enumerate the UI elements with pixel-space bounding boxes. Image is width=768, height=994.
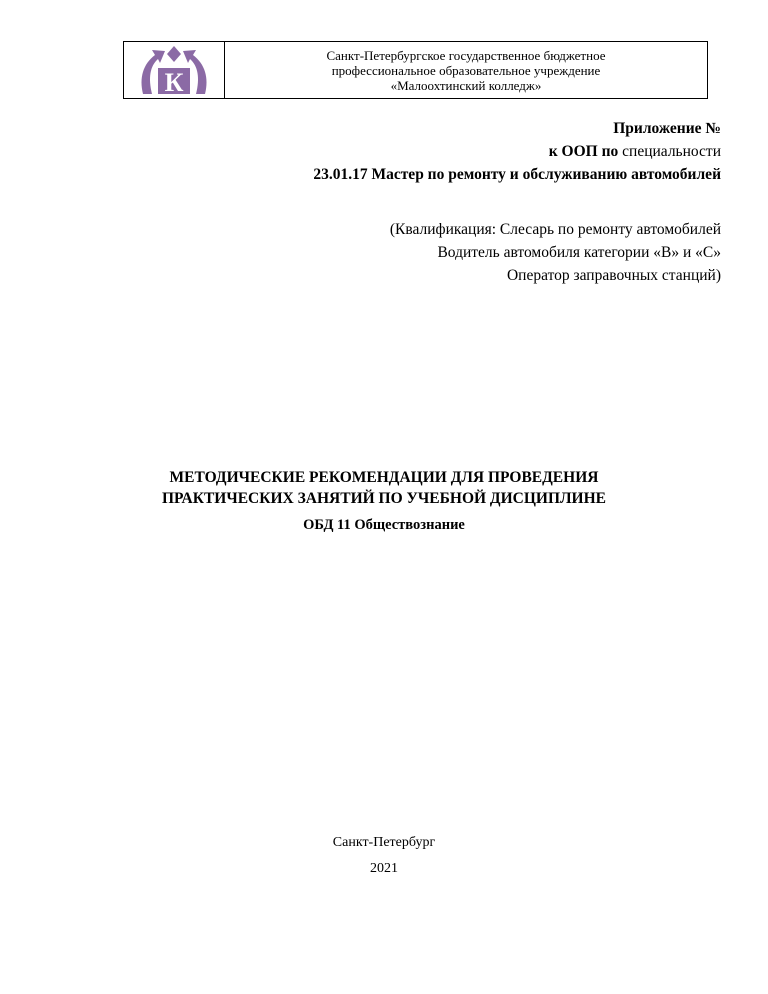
org-line: профессиональное образовательное учреждение — [331, 62, 601, 78]
qualification-line: Оператор заправочных станций) — [506, 267, 721, 284]
header-table — [123, 41, 708, 99]
appendix-program-bold: к ООП по — [548, 143, 619, 160]
subject-title: ОБД 11 Обществознание — [303, 517, 465, 533]
title-line: МЕТОДИЧЕСКИЕ РЕКОМЕНДАЦИИ ДЛЯ ПРОВЕДЕНИЯ — [169, 469, 599, 486]
qualification-block — [390, 218, 721, 287]
document-title — [0, 467, 768, 509]
city: Санкт-Петербург — [332, 835, 436, 850]
qualification-line: (Квалификация: Слесарь по ремонту автомобилей — [389, 221, 721, 238]
appendix-block — [313, 117, 721, 186]
appendix-number: Приложение № — [613, 120, 721, 137]
org-line: «Малоохтинский колледж» — [390, 77, 542, 93]
org-line: Санкт-Петербургское государственное бюджетное — [326, 47, 606, 63]
specialty-title: 23.01.17 Мастер по ремонту и обслуживанию автомобилей — [313, 166, 721, 183]
organization-name — [225, 42, 707, 98]
college-k-logo-icon — [135, 44, 213, 96]
logo-letter: К — [164, 68, 184, 96]
appendix-program — [313, 140, 721, 163]
year: 2021 — [370, 861, 398, 876]
title-line: ПРАКТИЧЕСКИХ ЗАНЯТИЙ ПО УЧЕБНОЙ ДИСЦИПЛИНЕ — [161, 490, 607, 507]
logo-cell — [124, 42, 225, 98]
qualification-line: Водитель автомобиля категории «В» и «С» — [437, 244, 721, 261]
appendix-program-rest: специальности — [618, 143, 721, 160]
